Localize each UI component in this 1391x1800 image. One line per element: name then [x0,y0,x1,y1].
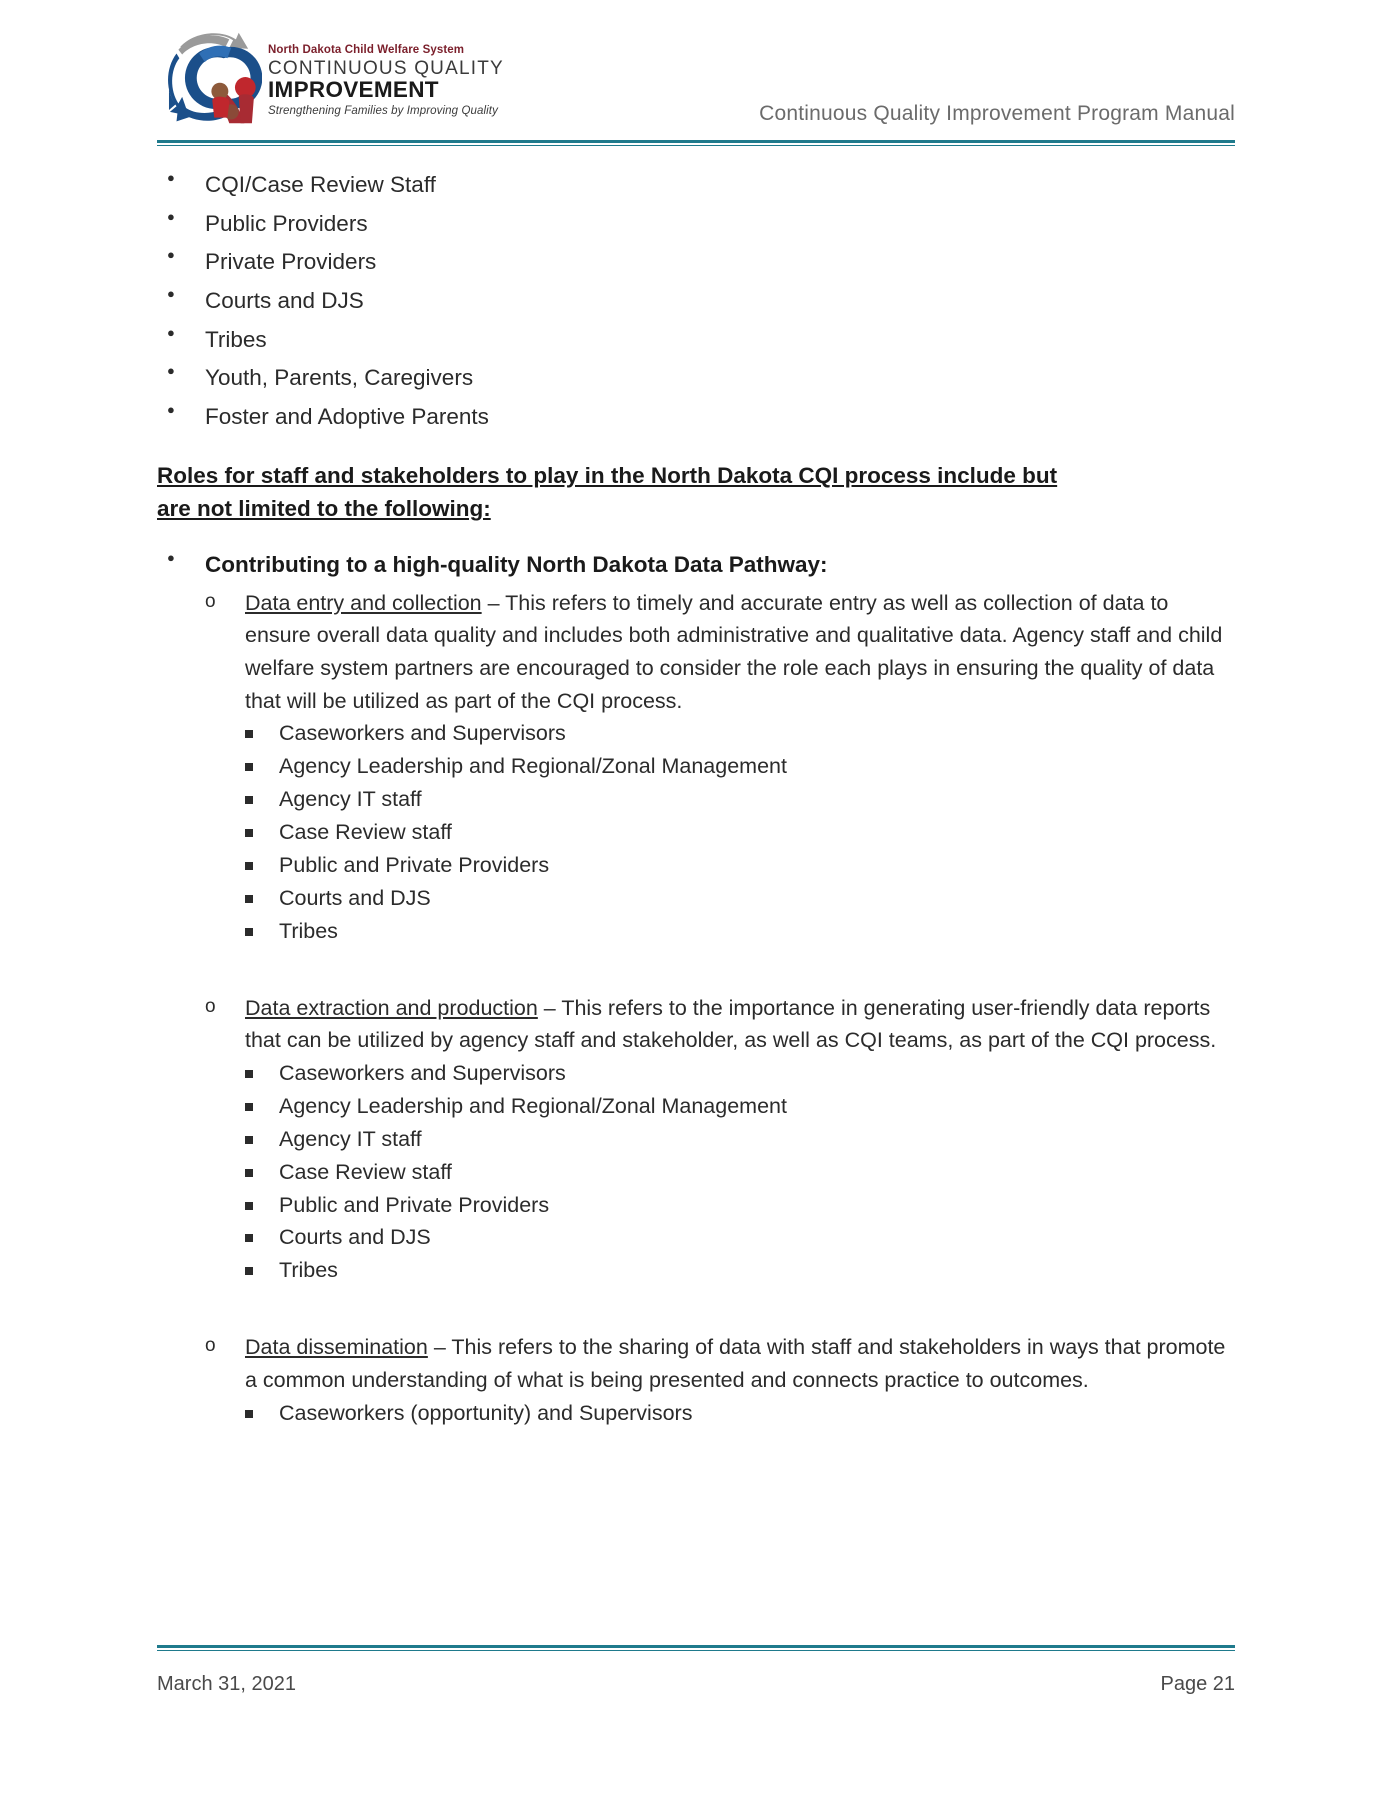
subsection-role-list [157,1057,1235,1287]
footer-divider-thick [157,1645,1235,1648]
header-divider-thin [157,145,1235,146]
subsection-paragraph [157,1331,1235,1396]
logo-line-3: IMPROVEMENT [268,77,439,103]
list-item: Agency Leadership and Regional/Zonal Management [157,1090,1235,1123]
section-heading-text: Roles for staff and stakeholders to play in the North Dakota CQI process include but are not limited to the following: [157,463,1058,522]
header-divider [157,140,1235,146]
list-item: Case Review staff [157,816,1235,849]
list-item: Caseworkers and Supervisors [157,1057,1235,1090]
subsection-body: – This refers to the importance in generating user-friendly data reports that can be utilized by agency staff and stakeholder, as well as CQI teams, as part of the CQI process. [245,995,1217,1053]
header-divider-thick [157,140,1235,143]
section-heading [157,460,1097,526]
logo-line-1: North Dakota Child Welfare System [268,43,465,56]
pathway-bullet-list [157,548,1235,582]
footer-page-number: Page 21 [1160,1673,1235,1695]
list-item: ● Tribes [157,323,1235,357]
list-item: Caseworkers (opportunity) and Supervisors [157,1397,1235,1430]
header-title: Continuous Quality Improvement Program Manual [759,102,1235,125]
subsection-role-list [157,1397,1235,1430]
list-item: ● Private Providers [157,245,1235,279]
subsection-term: Data entry and collection [245,590,482,615]
list-item: Tribes [157,1254,1235,1287]
document-body [157,168,1235,1429]
list-item: Tribes [157,915,1235,948]
subsection-term: Data extraction and production [245,995,538,1020]
list-item: Public and Private Providers [157,849,1235,882]
page-header [157,28,1235,146]
subsection-paragraph [157,587,1235,718]
cqi-cycle-logo-icon [157,29,262,127]
footer-row [157,1673,1235,1696]
subsection-paragraph [157,992,1235,1057]
pathway-group [157,548,1235,1429]
cqi-logo [157,28,504,128]
list-item: ● CQI/Case Review Staff [157,168,1235,202]
list-item: Public and Private Providers [157,1189,1235,1222]
list-item: ● Foster and Adoptive Parents [157,400,1235,434]
cqi-logo-wordmark [268,39,504,118]
list-item: Courts and DJS [157,882,1235,915]
pathway-bullet: ● Contributing to a high-quality North Dakota Data Pathway: [157,548,1235,582]
list-item: Case Review staff [157,1156,1235,1189]
footer-divider [157,1645,1235,1651]
list-item: ● Courts and DJS [157,284,1235,318]
list-item: Agency IT staff [157,1123,1235,1156]
subsection-body: – This refers to the sharing of data with staff and stakeholders in ways that promote a common understanding of what is being presented and connects practice to outcomes. [245,1335,1226,1392]
list-item: Courts and DJS [157,1221,1235,1254]
subsection-body: – This refers to timely and accurate entry as well as collection of data to ensure overall data quality and includes both administrative and qualitative data. Agency staff and child welfare system partners are encouraged to consider the role each plays in ensuring the quality of data that will be utilized as part of the CQI process. [245,590,1223,713]
list-item: ● Public Providers [157,207,1235,241]
list-item: ● Youth, Parents, Caregivers [157,361,1235,395]
logo-line-4: Strengthening Families by Improving Quality [268,104,498,117]
subsection-role-list [157,717,1235,947]
page-footer [157,1645,1235,1696]
list-item: Agency Leadership and Regional/Zonal Management [157,750,1235,783]
footer-date: March 31, 2021 [157,1673,296,1695]
subsection-term: Data dissemination [245,1335,428,1360]
list-item: Agency IT staff [157,783,1235,816]
logo-line-2: CONTINUOUS QUALITY [268,58,504,80]
paragraph-spacer [157,948,1235,992]
stakeholder-list [157,168,1235,434]
paragraph-spacer [157,1287,1235,1331]
footer-divider-thin [157,1650,1235,1651]
list-item: Caseworkers and Supervisors [157,717,1235,750]
